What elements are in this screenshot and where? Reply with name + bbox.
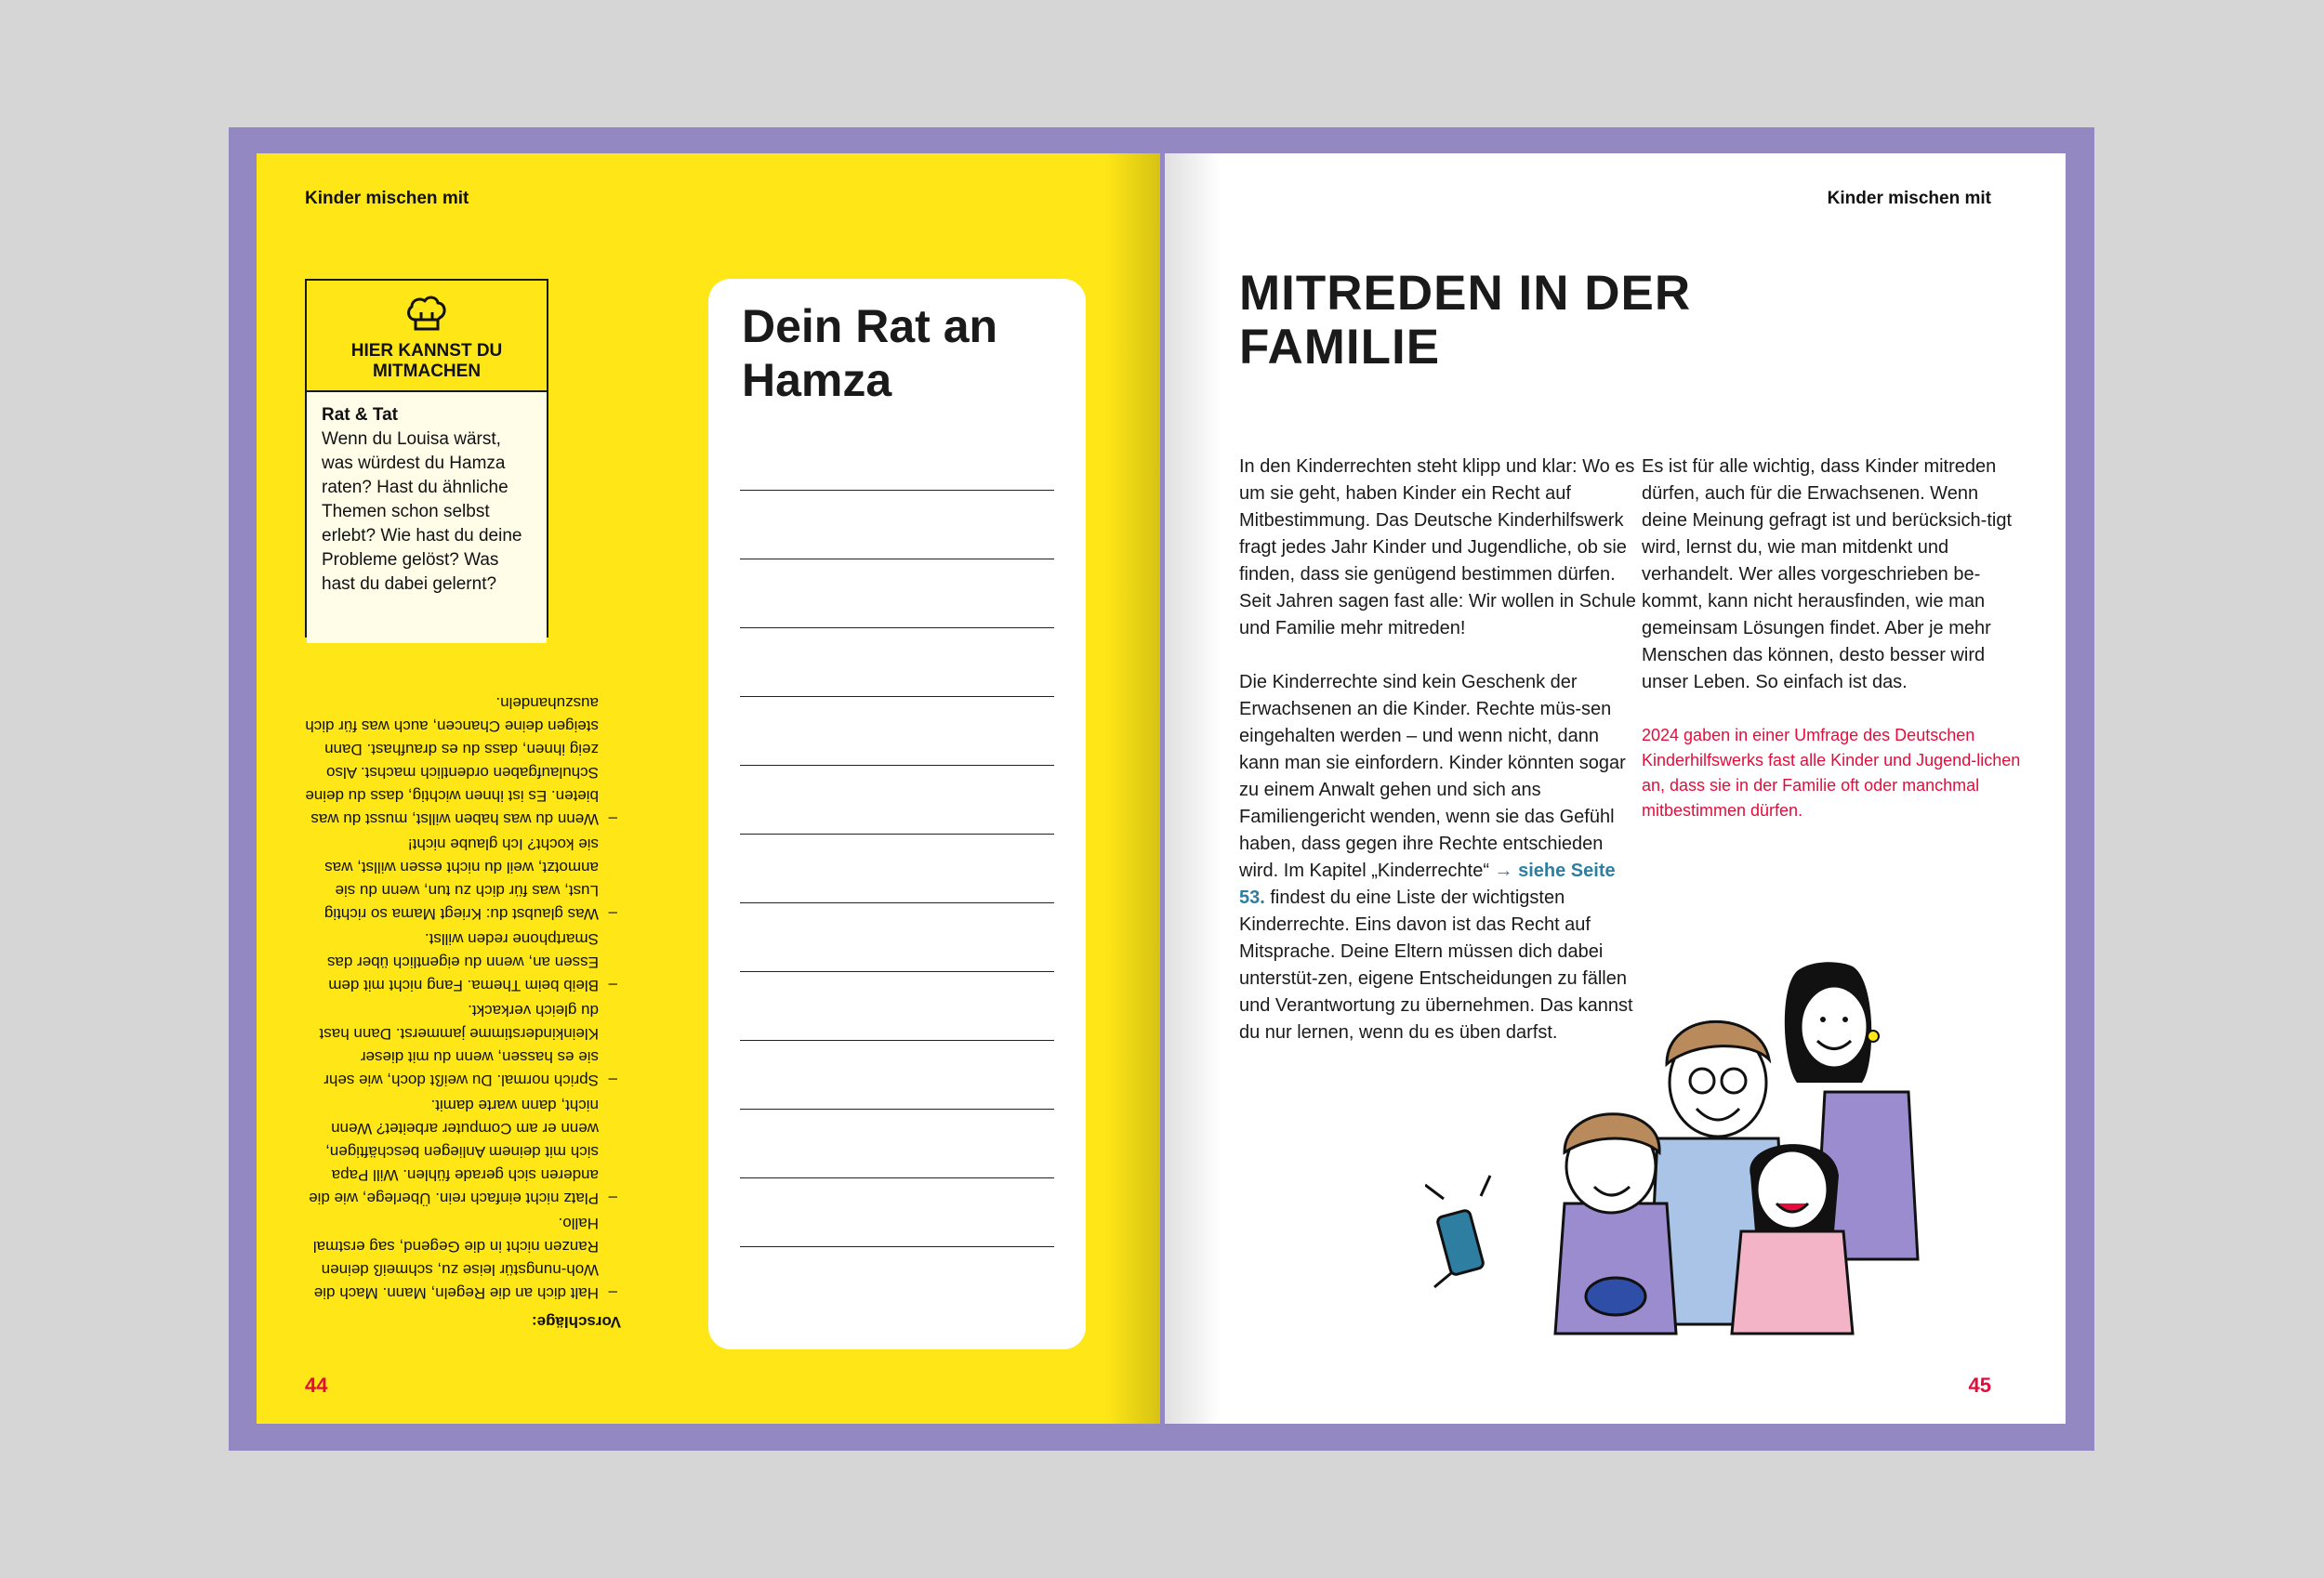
suggestions-heading: Vorschläge:	[531, 1313, 621, 1331]
box-line: Themen schon selbst	[322, 502, 490, 521]
running-head-right: Kinder mischen mit	[1827, 189, 1991, 208]
girl-figure	[1732, 1144, 1853, 1334]
writing-line[interactable]	[740, 627, 1054, 628]
participation-box	[305, 279, 548, 638]
participation-box-body	[307, 392, 547, 643]
writing-line[interactable]	[740, 1040, 1054, 1041]
survey-note: 2024 gaben in einer Umfrage des Deutschen Kinderhilfswerks fast alle Kinder und Jugend-lichen an, dass sie in der Familie oft oder manchmal mitbestimmen dürfen.	[1642, 726, 2021, 820]
suggestion-item: – Bleib beim Thema. Fang nicht mit dem Essen an, wenn du eigentlich über das Smartphone reden willst.	[305, 927, 621, 997]
writing-line[interactable]	[740, 490, 1054, 491]
suggestion-item: – Was glaubst du: Kriegt Mama so richtig Lust, was für dich zu tun, wenn du sie anmotzt, weil du nicht essen willst, was sie kocht? Ich glaube nicht!	[305, 833, 621, 926]
phone-icon	[1425, 1176, 1490, 1287]
participation-box-header	[307, 281, 547, 392]
running-head-left: Kinder mischen mit	[305, 189, 469, 208]
writing-line[interactable]	[740, 1177, 1054, 1178]
page-title: MITREDEN IN DER FAMILIE	[1239, 266, 1692, 375]
box-line: was würdest du Hamza	[322, 454, 506, 473]
writing-line[interactable]	[740, 902, 1054, 903]
spine-shadow	[1104, 153, 1160, 1424]
left-page	[257, 153, 1160, 1424]
writing-line[interactable]	[740, 1109, 1054, 1110]
box-line: Probleme gelöst? Was	[322, 550, 499, 570]
answer-card-title: Dein Rat an Hamza	[742, 300, 998, 406]
suggestion-item: – Wenn du was haben willst, musst du was bieten. Es ist ihnen wichtig, dass du deine Schulaufgaben ordentlich machst. Also zeig ihnen, dass du es draufhast. Dann steigen deine Chancen, auch was für dich auszuhandeln.	[305, 691, 621, 831]
family-selfie-illustration	[1425, 953, 1946, 1343]
box-heading: Rat & Tat	[322, 405, 398, 425]
writing-line[interactable]	[740, 834, 1054, 835]
spine-shadow	[1165, 153, 1221, 1424]
suggestion-item: – Platz nicht einfach rein. Überlege, wie die anderen sich gerade fühlen. Will Papa sich mit deinem Anliegen beschäftigen, wenn er am Computer arbeitet? Wenn nicht, dann warte damit.	[305, 1094, 621, 1210]
chef-hat-icon	[404, 292, 449, 333]
text-column-2	[1642, 454, 2023, 850]
page-number-right: 45	[1968, 1374, 1991, 1397]
box-line: erlebt? Wie hast du deine	[322, 526, 522, 546]
participation-box-title: HIER KANNST DU MITMACHEN	[350, 341, 503, 381]
boy-figure	[1555, 1114, 1676, 1334]
right-page	[1165, 153, 2066, 1424]
suggestion-item: – Halt dich an die Regeln, Mann. Mach die Woh-nungstür leise zu, schmeiß deinen Ranzen nicht in die Gegend, sag erstmal Hallo.	[305, 1212, 621, 1305]
paragraph: Die Kinderrechte sind kein Geschenk der Erwachsenen an die Kinder. Rechte müs-sen eingehalten werden – und wenn nicht, dann kann man sie einfordern. Kinder könnten sogar zu einem Anwalt gehen und sich ans Familiengericht wenden, wenn sie das Gefühl haben, dass gegen ihre Rechte entschieden wird. Im Kapitel „Kinderrechte“ → siehe Seite 53. findest du eine Liste der wichtigsten Kinderrechte. Eins davon ist das Recht auf Mitsprache. Deine Eltern müssen dich dabei unterstüt-zen, eigene Entscheidungen zu fällen und Verantwortung zu übernehmen. Das kannst du nur lernen, wenn du es üben darfst.	[1239, 672, 1633, 1043]
box-line: hast du dabei gelernt?	[322, 574, 497, 594]
writing-line[interactable]	[740, 696, 1054, 697]
paragraph: In den Kinderrechten steht klipp und klar: Wo es um sie geht, haben Kinder ein Recht auf Mitbestimmung. Das Deutsche Kinderhilfswerk fragt jedes Jahr Kinder und Jugendliche, ob sie finden, dass sie genügend bestimmen dürfen. Seit Jahren sagen fast alle: Wir wollen in Schule und Familie mehr mitreden!	[1239, 456, 1636, 638]
upside-down-suggestions	[305, 694, 621, 1334]
suggestion-item: – Sprich normal. Du weißt doch, wie sehr sie es hassen, wenn du mit dieser Kleinkinderstimme jammerst. Dann hast du gleich verkackt.	[305, 999, 621, 1092]
writing-line[interactable]	[740, 1246, 1054, 1247]
box-line: raten? Hast du ähnliche	[322, 478, 508, 497]
box-line: Wenn du Louisa wärst,	[322, 429, 501, 449]
suggestions-list	[305, 691, 621, 1305]
page-reference-link[interactable]: → siehe Seite 53.	[1239, 861, 1616, 908]
answer-card	[708, 279, 1086, 1349]
page-number-left: 44	[305, 1374, 328, 1397]
writing-line[interactable]	[740, 765, 1054, 766]
paragraph: Es ist für alle wichtig, dass Kinder mitreden dürfen, auch für die Erwachsenen. Wenn deine Meinung gefragt ist und berücksich-tigt wird, lernst du, wie man mitdenkt und verhandelt. Wer alles vorgeschrieben be-kommt, kann nicht herausfinden, wie man gemeinsam Lösungen findet. Aber je mehr Menschen das können, desto besser wird unser Leben. So einfach ist das.	[1642, 456, 2013, 692]
writing-line[interactable]	[740, 971, 1054, 972]
